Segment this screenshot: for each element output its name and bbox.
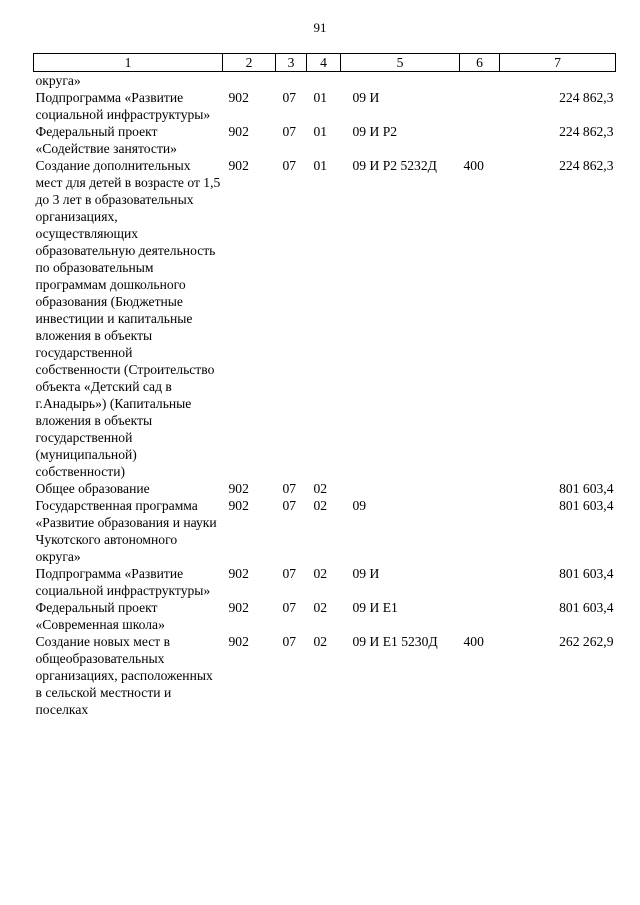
table-row <box>34 89 616 123</box>
cell-amount: 224 862,3 <box>559 124 614 139</box>
row-description: Создание дополнительных мест для детей в возрасте от 1,5 до 3 лет в образовательных организациях, осуществляющих образовательную деятельность по образовательным программам дошкольного образования (Бюджетные инвестиции и капитальные вложения в объекты государственной собственности (Строительство объекта «Детский сад в г.Анадырь») (Капитальные вложения в объекты государственной (муниципальной) собственности) <box>35 158 221 479</box>
row-description: Федеральный проект «Современная школа» <box>35 600 165 632</box>
cell-target-item: 09 И <box>352 566 380 581</box>
row-description: Общее образование <box>35 481 150 496</box>
cell-subsection: 02 <box>313 498 328 513</box>
cell-expense-type <box>460 497 500 565</box>
cell-section: 07 <box>282 158 297 173</box>
row-description: Подпрограмма «Развитие социальной инфраструктуры» <box>35 566 211 598</box>
cell-subsection: 01 <box>313 124 328 139</box>
cell-section: 07 <box>282 498 297 513</box>
row-description: Создание новых мест в общеобразовательных организациях, расположенных в сельской местности и поселках <box>35 634 213 717</box>
cell-amount: 801 603,4 <box>559 481 614 496</box>
table-row <box>34 565 616 599</box>
cell-target-item: 09 И <box>352 90 380 105</box>
cell-grbs: 902 <box>228 600 249 615</box>
cell-amount: 224 862,3 <box>559 90 614 105</box>
cell-section: 07 <box>282 90 297 105</box>
cell-amount: 801 603,4 <box>559 600 614 615</box>
cell-expense-type <box>460 72 500 90</box>
table-row <box>34 72 616 90</box>
table-body <box>34 72 616 719</box>
cell-section: 07 <box>282 124 297 139</box>
cell-target-item <box>341 480 460 497</box>
cell-target-item: 09 <box>352 498 367 513</box>
budget-table <box>33 53 616 718</box>
cell-amount: 262 262,9 <box>559 634 614 649</box>
cell-target-item: 09 И Р2 <box>352 124 398 139</box>
cell-grbs: 902 <box>228 566 249 581</box>
cell-expense-type <box>460 565 500 599</box>
column-header: 7 <box>500 54 616 72</box>
cell-target-item: 09 И Е1 5230Д <box>352 634 438 649</box>
cell-grbs: 902 <box>228 498 249 513</box>
row-description: Государственная программа «Развитие образования и науки Чукотского автономного округа» <box>35 498 217 564</box>
cell-expense-type <box>460 123 500 157</box>
cell-expense-type <box>460 480 500 497</box>
cell-subsection: 01 <box>313 90 328 105</box>
cell-grbs: 902 <box>228 158 249 173</box>
table-row <box>34 157 616 480</box>
cell-subsection: 02 <box>313 634 328 649</box>
column-header: 1 <box>34 54 223 72</box>
cell-amount: 801 603,4 <box>559 498 614 513</box>
cell-amount: 801 603,4 <box>559 566 614 581</box>
cell-expense-type <box>460 89 500 123</box>
cell-target-item: 09 И Р2 5232Д <box>352 158 437 173</box>
cell-grbs <box>223 72 276 90</box>
cell-subsection: 02 <box>313 600 328 615</box>
cell-section: 07 <box>282 634 297 649</box>
cell-section: 07 <box>282 600 297 615</box>
column-header: 4 <box>307 54 341 72</box>
column-header: 3 <box>276 54 307 72</box>
row-description: Подпрограмма «Развитие социальной инфраструктуры» <box>35 90 211 122</box>
cell-expense-type: 400 <box>463 158 484 173</box>
cell-section: 07 <box>282 481 297 496</box>
cell-grbs: 902 <box>228 481 249 496</box>
page-number: 91 <box>313 20 327 35</box>
table-row <box>34 633 616 718</box>
column-header: 5 <box>341 54 460 72</box>
cell-amount <box>500 72 616 90</box>
cell-subsection: 02 <box>313 566 328 581</box>
cell-grbs: 902 <box>228 90 249 105</box>
cell-amount: 224 862,3 <box>559 158 614 173</box>
column-header: 2 <box>223 54 276 72</box>
cell-expense-type: 400 <box>463 634 484 649</box>
column-header: 6 <box>460 54 500 72</box>
cell-subsection: 01 <box>313 158 328 173</box>
cell-grbs: 902 <box>228 124 249 139</box>
table-row <box>34 497 616 565</box>
cell-grbs: 902 <box>228 634 249 649</box>
table-row <box>34 480 616 497</box>
table-row <box>34 599 616 633</box>
table-header <box>34 54 616 72</box>
cell-section <box>276 72 307 90</box>
cell-section: 07 <box>282 566 297 581</box>
cell-expense-type <box>460 599 500 633</box>
cell-subsection: 02 <box>313 481 328 496</box>
cell-target-item: 09 И Е1 <box>352 600 398 615</box>
row-description: округа» <box>35 73 81 88</box>
row-description: Федеральный проект «Содействие занятости» <box>35 124 177 156</box>
cell-target-item <box>341 72 460 90</box>
cell-subsection <box>307 72 341 90</box>
table-row <box>34 123 616 157</box>
